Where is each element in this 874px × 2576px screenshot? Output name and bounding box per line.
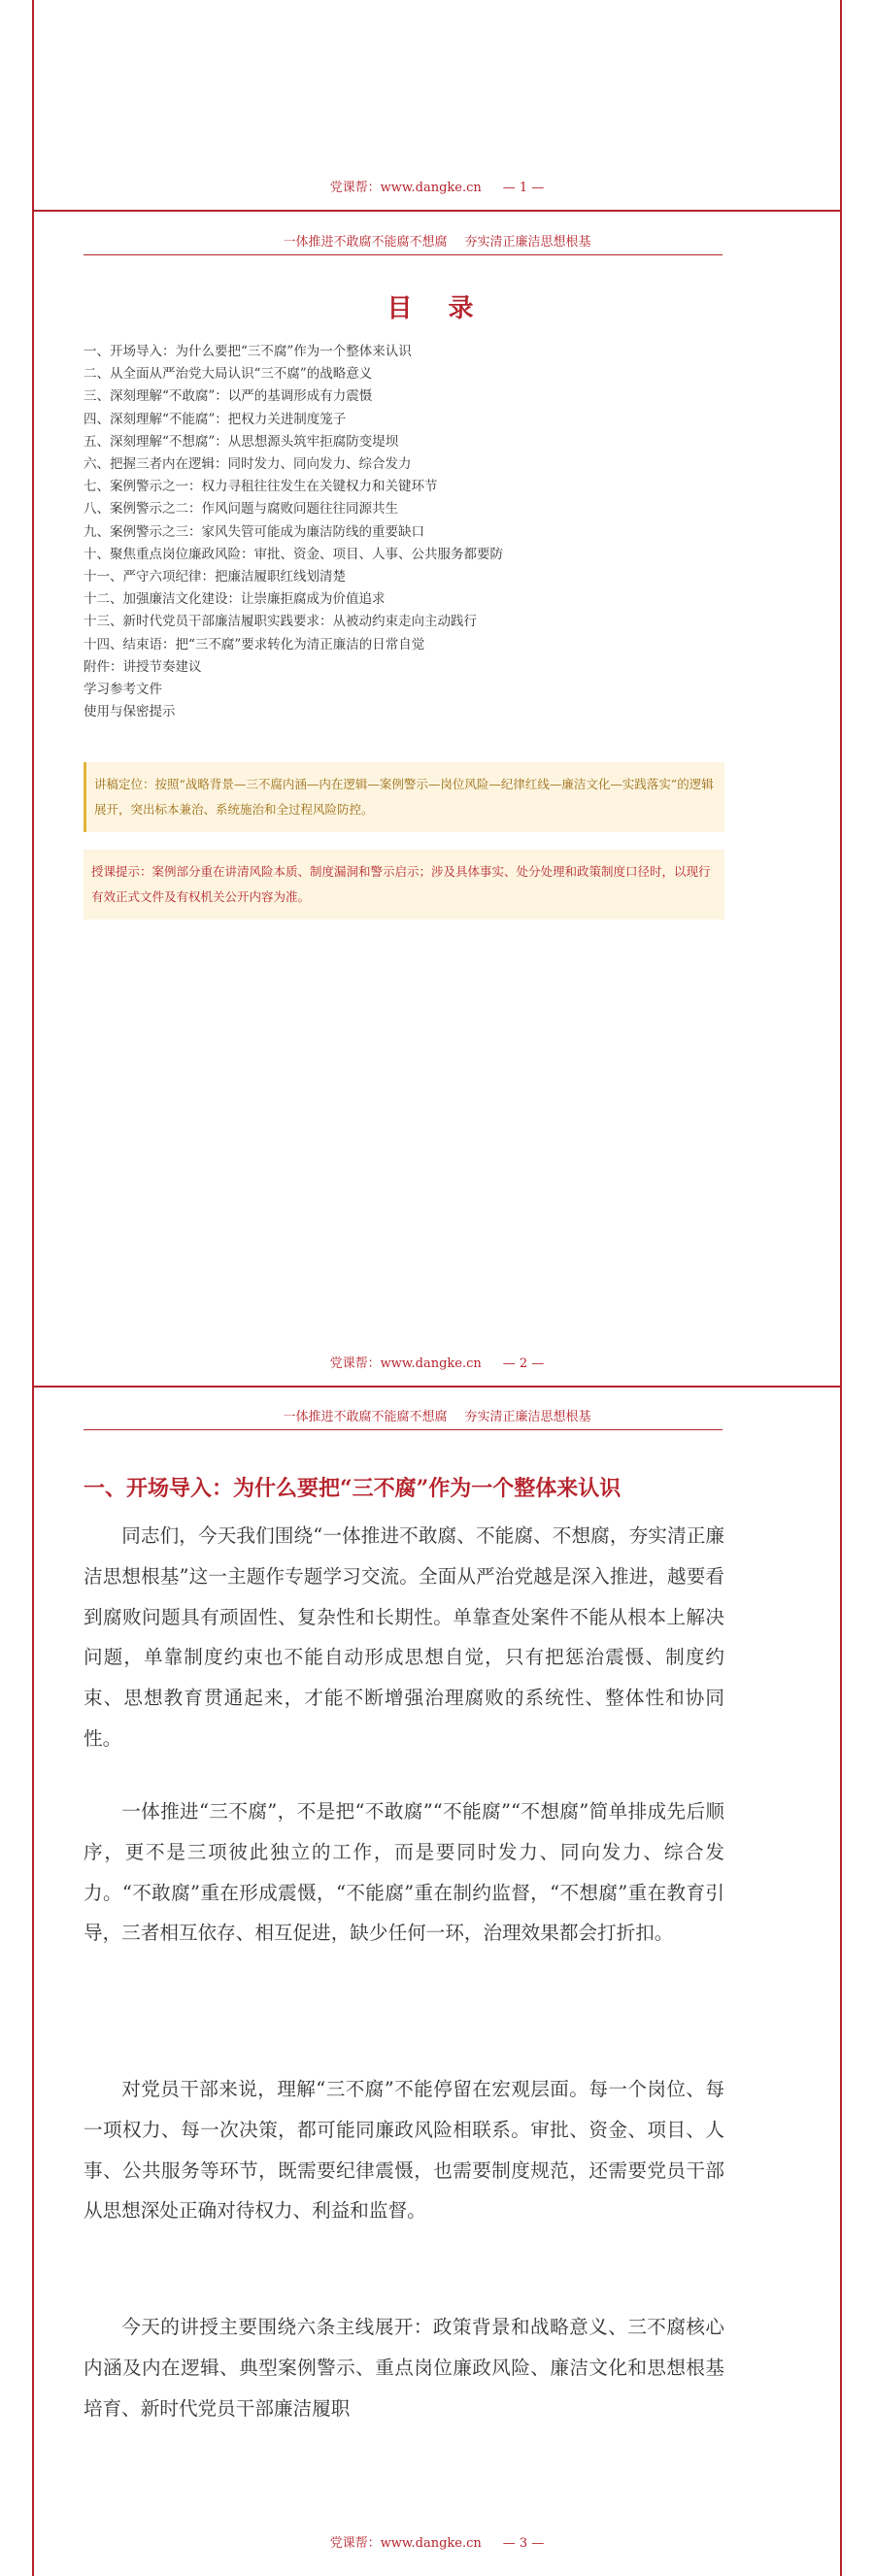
- toc-item[interactable]: 八、案例警示之二：作风问题与腐败问题往往同源共生: [84, 501, 398, 518]
- header-right: 夯实清正廉洁思想根基: [464, 1410, 591, 1424]
- footer-site: 党课帮：www.dangke.cn: [329, 1356, 482, 1371]
- toc-item[interactable]: 使用与保密提示: [84, 704, 176, 720]
- toc-item[interactable]: 十三、新时代党员干部廉洁履职实践要求：从被动约束走向主动践行: [84, 614, 477, 630]
- positioning-note: 讲稿定位：按照“战略背景—三不腐内涵—内在逻辑—案例警示—岗位风险—纪律红线—廉洁文化—实践落实”的逻辑展开，突出标本兼治、系统施治和全过程风险防控。: [84, 762, 724, 832]
- footer-page-number: — 1 —: [502, 181, 545, 195]
- toc-list: [84, 341, 744, 723]
- toc-item[interactable]: 九、案例警示之三：家风失管可能成为廉洁防线的重要缺口: [84, 523, 424, 540]
- running-header: [0, 231, 874, 250]
- footer-page-number: — 2 —: [502, 1356, 545, 1371]
- toc-item[interactable]: 四、深刻理解“不能腐”：把权力关进制度笼子: [84, 411, 347, 427]
- toc-item[interactable]: 三、深刻理解“不敢腐”：以严的基调形成有力震慑: [84, 388, 373, 405]
- page-footer: [0, 2532, 874, 2551]
- footer-page-number: — 3 —: [502, 2536, 545, 2551]
- toc-item[interactable]: 十、聚焦重点岗位廉政风险：审批、资金、项目、人事、公共服务都要防: [84, 546, 503, 562]
- header-right: 夯实清正廉洁思想根基: [464, 235, 591, 250]
- teaching-tip-note: 授课提示：案例部分重在讲清风险本质、制度漏洞和警示启示；涉及具体事实、处分处理和政策制度口径时，以现行有效正式文件及有权机关公开内容为准。: [84, 850, 724, 920]
- toc-item[interactable]: 二、从全面从严治党大局认识“三不腐”的战略意义: [84, 366, 373, 383]
- running-header: [0, 1406, 874, 1424]
- body-paragraph: 今天的讲授主要围绕六条主线展开：政策背景和战略意义、三不腐核心内涵及内在逻辑、典型案例警示、重点岗位廉政风险、廉洁文化和思想根基培育、新时代党员干部廉洁履职: [84, 2316, 724, 2420]
- toc-item[interactable]: 十一、严守六项纪律：把廉洁履职红线划清楚: [84, 569, 346, 585]
- body-paragraph: 一体推进“三不腐”，不是把“不敢腐”“不能腐”“不想腐”简单排成先后顺序，更不是三项彼此独立的工作，而是要同时发力、同向发力、综合发力。“不敢腐”重在形成震慑，“不能腐”重在制约监督，“不想腐”重在教育引导，三者相互依存、相互促进，缺少任何一环，治理效果都会打折扣。: [84, 1800, 724, 1945]
- section-heading: 一、开场导入：为什么要把“三不腐”作为一个整体来认识: [84, 1476, 622, 1501]
- header-left: 一体推进不敢腐不能腐不想腐: [283, 1410, 448, 1424]
- toc-item[interactable]: 十四、结束语：把“三不腐”要求转化为清正廉洁的日常自觉: [84, 636, 425, 652]
- footer-site: 党课帮：www.dangke.cn: [329, 181, 482, 195]
- toc-item[interactable]: 六、把握三者内在逻辑：同时发力、同向发力、综合发力: [84, 456, 412, 473]
- toc-item[interactable]: 五、深刻理解“不想腐”：从思想源头筑牢拒腐防变堤坝: [84, 433, 399, 450]
- page-footer: [0, 1353, 874, 1371]
- toc-item[interactable]: 七、案例警示之一：权力寻租往往发生在关键权力和关键环节: [84, 479, 438, 495]
- body-paragraph: 同志们，今天我们围绕“一体推进不敢腐、不能腐、不想腐，夯实清正廉洁思想根基”这一主题作专题学习交流。全面从严治党越是深入推进，越要看到腐败问题具有顽固性、复杂性和长期性。单靠查处案件不能从根本上解决问题，单靠制度约束也不能自动形成思想自觉，只有把惩治震慑、制度约束、思想教育贯通起来，才能不断增强治理腐败的系统性、整体性和协同性。: [84, 1524, 724, 1750]
- header-rule: [84, 1429, 723, 1430]
- page-footer: [0, 177, 874, 195]
- toc-item[interactable]: 十二、加强廉洁文化建设：让崇廉拒腐成为价值追求: [84, 591, 386, 608]
- toc-item[interactable]: 学习参考文件: [84, 682, 162, 698]
- header-left: 一体推进不敢腐不能腐不想腐: [283, 235, 448, 250]
- body-paragraph: 对党员干部来说，理解“三不腐”不能停留在宏观层面。每一个岗位、每一项权力、每一次决策，都可能同廉政风险相联系。审批、资金、项目、人事、公共服务等环节，既需要纪律震慑，也需要制度规范，还需要党员干部从思想深处正确对待权力、利益和监督。: [84, 2078, 724, 2223]
- toc-item[interactable]: 一、开场导入：为什么要把“三不腐”作为一个整体来认识: [84, 344, 412, 359]
- footer-site: 党课帮：www.dangke.cn: [329, 2536, 482, 2551]
- header-rule: [84, 254, 723, 255]
- toc-item[interactable]: 附件：讲授节奏建议: [84, 658, 202, 675]
- toc-title: 目 录: [387, 294, 487, 323]
